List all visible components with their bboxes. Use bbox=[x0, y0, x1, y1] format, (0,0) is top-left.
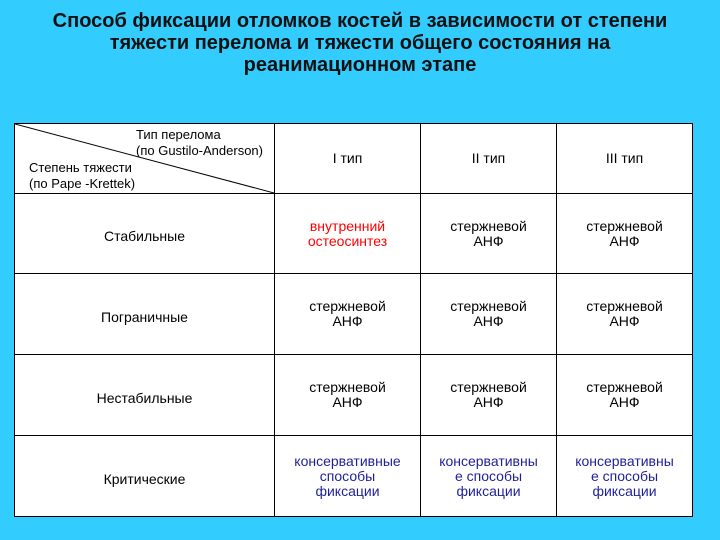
cell-line: АНФ bbox=[473, 313, 504, 329]
table-cell bbox=[557, 436, 693, 517]
cell-line: фиксации bbox=[592, 482, 657, 499]
table-cell bbox=[275, 355, 421, 436]
fracture-type-label bbox=[136, 127, 263, 159]
cell-line: стержневой bbox=[586, 217, 663, 234]
corner-text: (по Pape -Krettek) bbox=[29, 176, 136, 191]
corner-text: Степень тяжести bbox=[29, 160, 132, 175]
slide-title bbox=[0, 10, 720, 76]
cell-line: остеосинтез bbox=[307, 232, 388, 249]
cell-line: стержневой bbox=[450, 217, 527, 234]
table-cell bbox=[421, 436, 557, 517]
table-cell bbox=[557, 194, 693, 274]
row-label: Нестабильные bbox=[15, 355, 275, 436]
corner-text: (по Gustilo-Anderson) bbox=[136, 143, 263, 158]
table-cell bbox=[421, 194, 557, 274]
cell-line: АНФ bbox=[609, 394, 640, 410]
row-label: Пограничные bbox=[15, 274, 275, 355]
table-cell bbox=[275, 194, 421, 274]
cell-line: стержневой bbox=[309, 298, 386, 314]
cell-line: стержневой bbox=[450, 298, 527, 314]
title-line: тяжести перелома и тяжести общего состояния на bbox=[109, 32, 611, 54]
cell-line: способы bbox=[319, 467, 376, 484]
cell-line: фиксации bbox=[315, 482, 380, 499]
cell-line: консервативны bbox=[439, 452, 538, 469]
cell-line: е способы bbox=[590, 467, 659, 484]
title-line: реанимационном этапе bbox=[243, 54, 477, 76]
cell-line: стержневой bbox=[586, 298, 663, 314]
cell-line: АНФ bbox=[332, 394, 363, 410]
row-label: Критические bbox=[15, 436, 275, 517]
table-cell bbox=[275, 274, 421, 355]
cell-line: консервативны bbox=[575, 452, 674, 469]
cell-line: АНФ bbox=[473, 394, 504, 410]
cell-line: стержневой bbox=[586, 379, 663, 395]
cell-line: АНФ bbox=[609, 232, 640, 249]
table-cell bbox=[557, 355, 693, 436]
cell-line: стержневой bbox=[309, 379, 386, 395]
table-cell bbox=[557, 274, 693, 355]
cell-line: АНФ bbox=[332, 313, 363, 329]
table-corner-header bbox=[15, 124, 275, 194]
cell-line: фиксации bbox=[456, 482, 521, 499]
column-header: I тип bbox=[275, 124, 421, 194]
cell-line: стержневой bbox=[450, 379, 527, 395]
column-header: II тип bbox=[421, 124, 557, 194]
table-cell bbox=[421, 355, 557, 436]
table-cell bbox=[421, 274, 557, 355]
row-label: Стабильные bbox=[15, 194, 275, 274]
table-cell bbox=[275, 436, 421, 517]
cell-line: АНФ bbox=[609, 313, 640, 329]
fixation-table bbox=[14, 123, 692, 516]
column-header: III тип bbox=[557, 124, 693, 194]
severity-label bbox=[29, 160, 135, 192]
cell-line: е способы bbox=[454, 467, 523, 484]
cell-line: АНФ bbox=[473, 232, 504, 249]
cell-line: консервативные bbox=[294, 452, 401, 469]
cell-line: внутренний bbox=[309, 217, 386, 234]
title-line: Способ фиксации отломков костей в зависимости от степени bbox=[52, 10, 668, 32]
corner-text: Тип перелома bbox=[136, 127, 221, 142]
